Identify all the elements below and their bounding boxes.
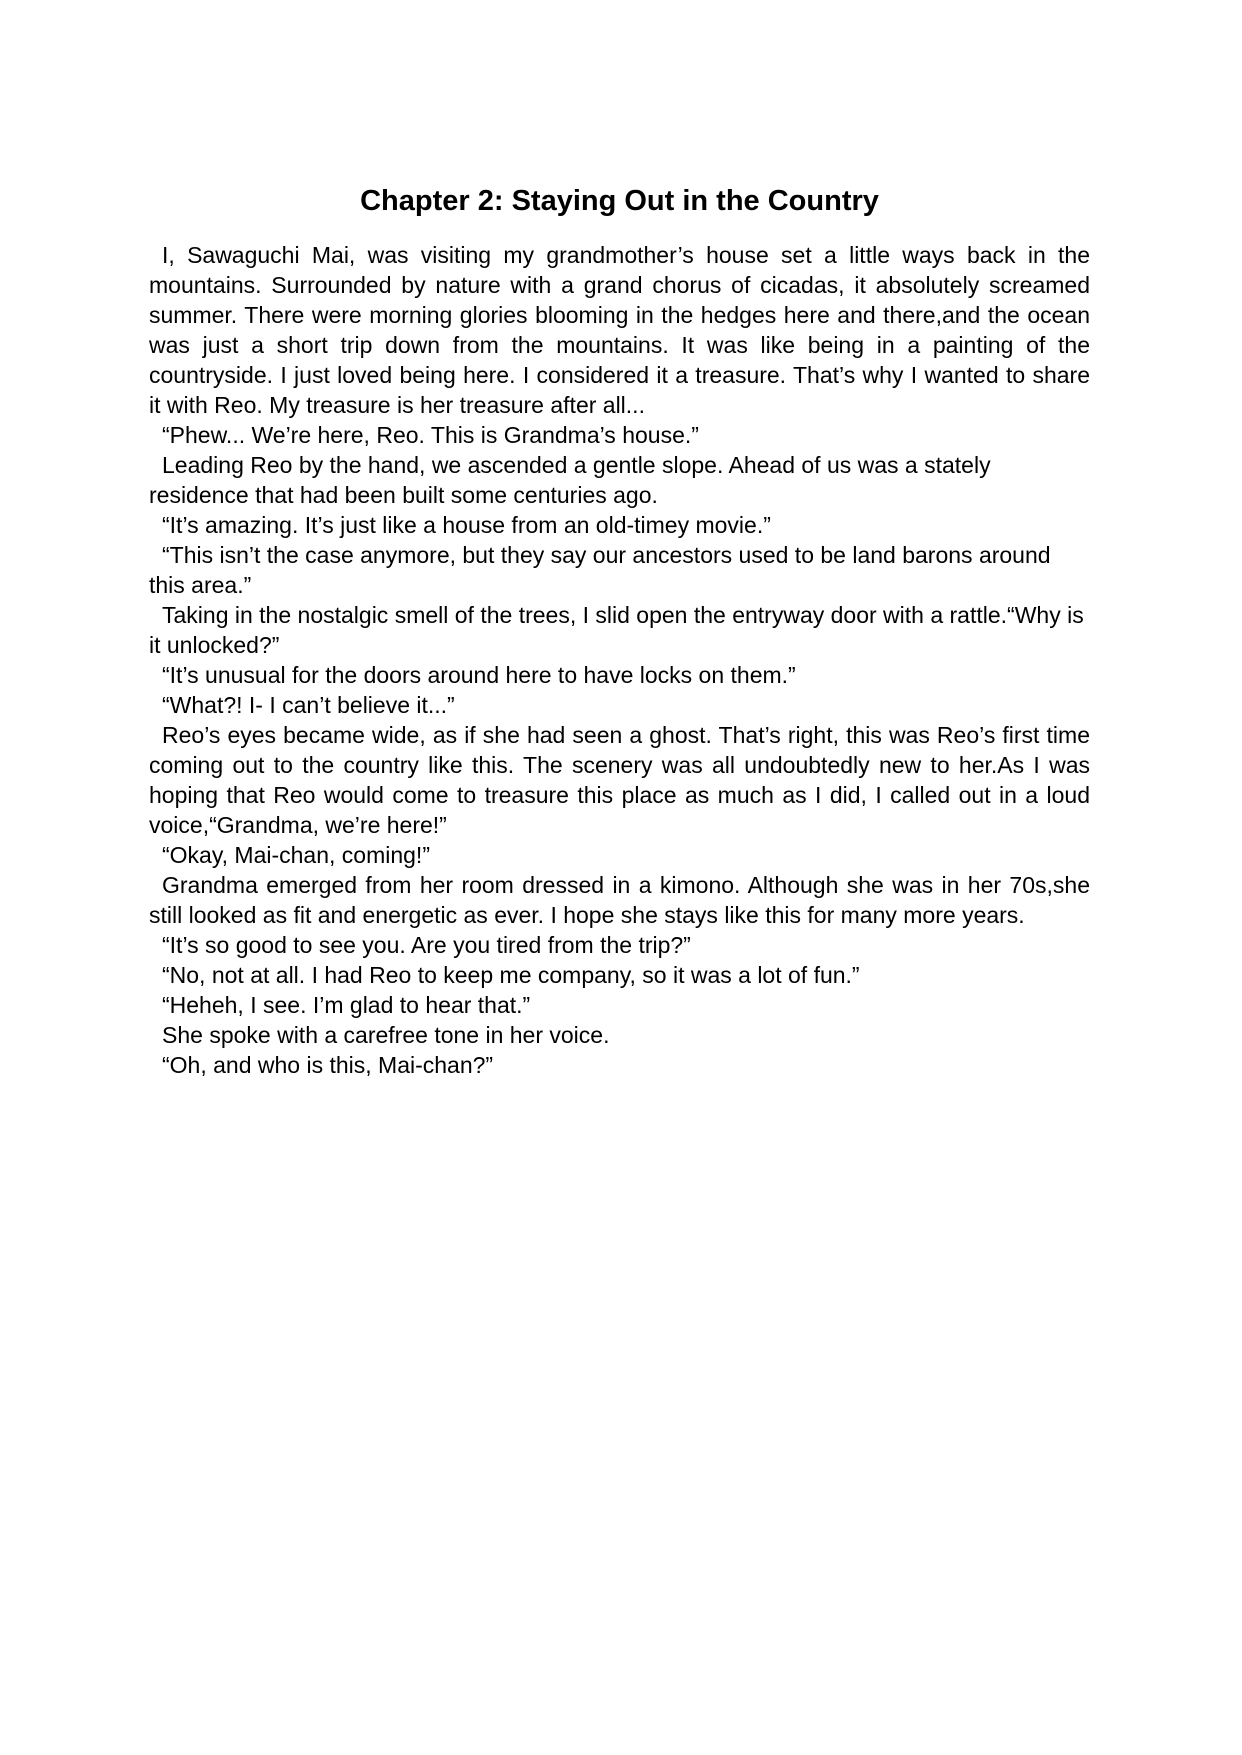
paragraph: “It’s unusual for the doors around here to have locks on them.” bbox=[162, 662, 796, 688]
paragraph: “Okay, Mai-chan, coming!” bbox=[162, 842, 430, 868]
document-content bbox=[149, 0, 1090, 1080]
paragraph: “Heheh, I see. I’m glad to hear that.” bbox=[162, 992, 531, 1018]
paragraph: Reo’s eyes became wide, as if she had seen a ghost. That’s right, this was Reo’s first time coming out to the country like this. The scenery was all undoubtedly new to her.As I was hoping that Reo would come to treasure this place as much as I did, I called out in a loud voice,“Grandma, we’re here!” bbox=[149, 722, 1090, 838]
chapter-title: Chapter 2: Staying Out in the Country bbox=[360, 185, 879, 217]
paragraph: “No, not at all. I had Reo to keep me company, so it was a lot of fun.” bbox=[162, 962, 860, 988]
paragraph: “It’s amazing. It’s just like a house from an old-timey movie.” bbox=[162, 512, 771, 538]
paragraph: Leading Reo by the hand, we ascended a gentle slope. Ahead of us was a stately residence that had been built some centuries ago. bbox=[149, 452, 991, 508]
paragraph: “This isn’t the case anymore, but they say our ancestors used to be land barons around this area.” bbox=[149, 542, 1051, 598]
paragraph: “What?! I- I can’t believe it...” bbox=[162, 692, 455, 718]
paragraph: She spoke with a carefree tone in her voice. bbox=[162, 1022, 610, 1048]
paragraph: “Oh, and who is this, Mai-chan?” bbox=[162, 1052, 494, 1078]
paragraph-container bbox=[149, 240, 1090, 1080]
paragraph: Taking in the nostalgic smell of the trees, I slid open the entryway door with a rattle.“Why is it unlocked?” bbox=[149, 602, 1084, 658]
paragraph: “It’s so good to see you. Are you tired from the trip?” bbox=[162, 932, 691, 958]
paragraph: Grandma emerged from her room dressed in a kimono. Although she was in her 70s,she still looked as fit and energetic as ever. I hope she stays like this for many more years. bbox=[149, 872, 1090, 928]
paragraph: I, Sawaguchi Mai, was visiting my grandmother’s house set a little ways back in the mountains. Surrounded by nature with a grand chorus of cicadas, it absolutely screamed summer. There were morning glories blooming in the hedges here and there,and the ocean was just a short trip down from the mountains. It was like being in a painting of the countryside. I just loved being here. I considered it a treasure. That’s why I wanted to share it with Reo. My treasure is her treasure after all... bbox=[149, 242, 1090, 418]
paragraph: “Phew... We’re here, Reo. This is Grandma’s house.” bbox=[162, 422, 699, 448]
